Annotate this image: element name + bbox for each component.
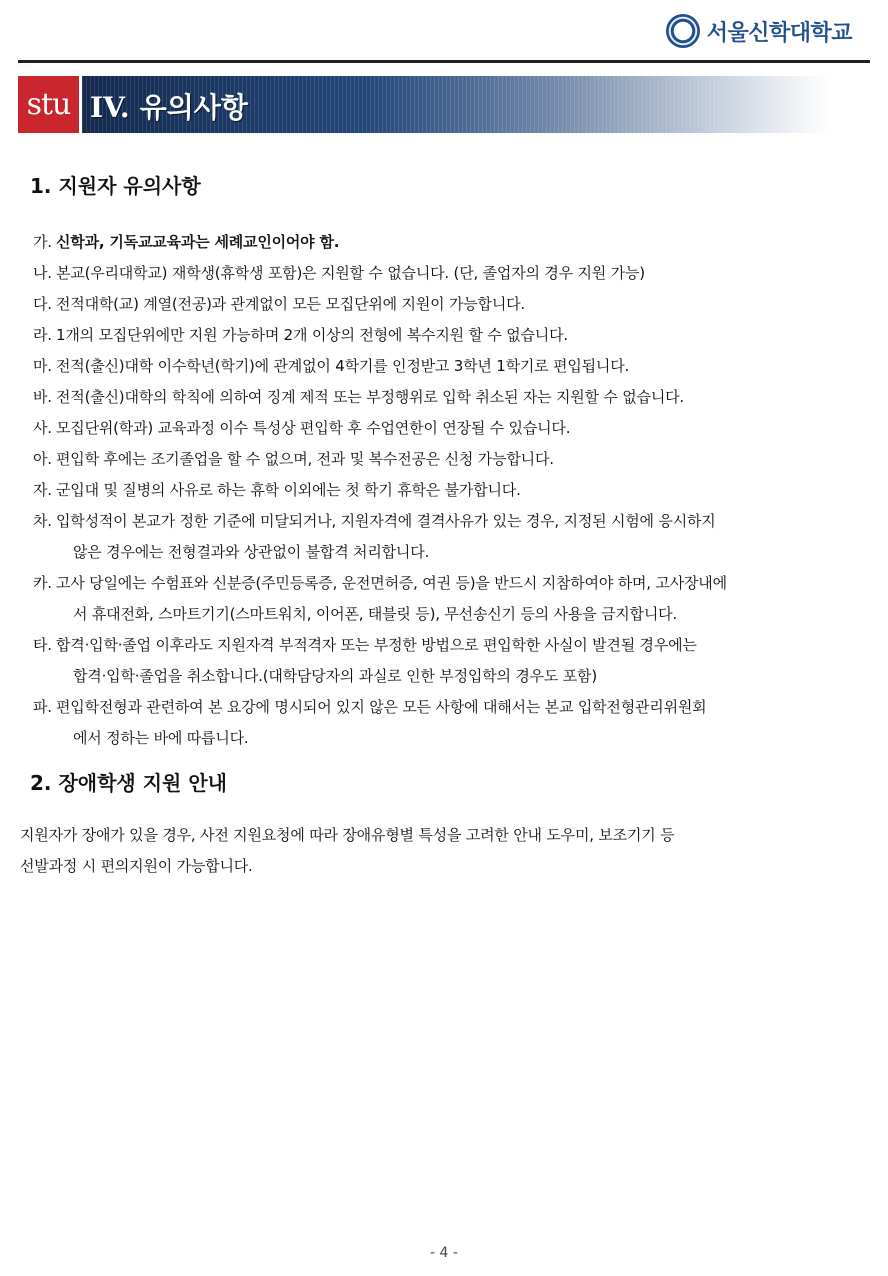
page-number: - 4 - [430, 1245, 458, 1261]
list-item-text: 1개의 모집단위에만 지원 가능하며 2개 이상의 전형에 복수지원 할 수 없습니다. [56, 326, 568, 344]
section2-heading: 2. 장애학생 지원 안내 [30, 771, 227, 795]
list-item-text: 않은 경우에는 전형결과와 상관없이 불합격 처리합니다. [73, 543, 430, 561]
list-item-text: 편입학 후에는 조기졸업을 할 수 없으며, 전과 및 복수전공은 신청 가능합니다. [56, 450, 554, 468]
section1-heading: 1. 지원자 유의사항 [30, 174, 201, 198]
list-item [33, 568, 873, 599]
notice-list [33, 227, 873, 754]
banner-title [90, 86, 248, 126]
list-item-continuation [33, 723, 873, 754]
university-logo [666, 14, 852, 48]
list-item-text: 편입학전형과 관련하여 본 요강에 명시되어 있지 않은 모든 사항에 대해서는 본교 입학전형관리위원회 [56, 698, 707, 716]
list-item-marker: 차. [33, 512, 52, 530]
banner-title-bar [82, 76, 830, 133]
list-item-marker: 아. [33, 450, 52, 468]
header-rule [18, 60, 870, 63]
list-item-text: 입학성적이 본교가 정한 기준에 미달되거나, 지원자격에 결격사유가 있는 경우, 지정된 시험에 응시하지 [56, 512, 716, 530]
list-item-marker: 카. [33, 574, 52, 592]
banner-roman-numeral: IV. [90, 91, 130, 124]
list-item-marker: 사. [33, 419, 52, 437]
list-item-text: 서 휴대전화, 스마트기기(스마트워치, 이어폰, 태블릿 등), 무선송신기 등의 사용을 금지합니다. [73, 605, 677, 623]
list-item [33, 289, 873, 320]
paragraph-line-2: 선발과정 시 편의지원이 가능합니다. [20, 857, 253, 875]
list-item-text: 합격·입학·졸업 이후라도 지원자격 부적격자 또는 부정한 방법으로 편입학한 사실이 발견될 경우에는 [56, 636, 697, 654]
list-item [33, 630, 873, 661]
list-item [33, 692, 873, 723]
list-item-marker: 가. [33, 233, 52, 251]
banner-title-text: 유의사항 [139, 91, 248, 124]
stu-logo-text: stu [26, 87, 71, 122]
list-item [33, 227, 873, 258]
list-item-marker: 자. [33, 481, 52, 499]
list-item-text: 전적대학(교) 계열(전공)과 관계없이 모든 모집단위에 지원이 가능합니다. [56, 295, 525, 313]
list-item-marker: 파. [33, 698, 52, 716]
list-item-continuation [33, 537, 873, 568]
list-item [33, 475, 873, 506]
list-item [33, 444, 873, 475]
list-item [33, 382, 873, 413]
list-item-marker: 마. [33, 357, 52, 375]
stu-logo [18, 76, 79, 133]
list-item [33, 351, 873, 382]
list-item-marker: 다. [33, 295, 52, 313]
list-item-text: 고사 당일에는 수험표와 신분증(주민등록증, 운전면허증, 여권 등)을 반드시 지참하여야 하며, 고사장내에 [56, 574, 727, 592]
list-item-text: 전적(출신)대학 이수학년(학기)에 관계없이 4학기를 인정받고 3학년 1학기로 편입됩니다. [56, 357, 630, 375]
list-item [33, 320, 873, 351]
list-item-text: 신학과, 기독교교육과는 세례교인이어야 함. [56, 233, 340, 251]
list-item-text: 합격·입학·졸업을 취소합니다.(대학담당자의 과실로 인한 부정입학의 경우도 포함) [73, 667, 597, 685]
section-banner [18, 76, 830, 133]
list-item-text: 모집단위(학과) 교육과정 이수 특성상 편입학 후 수업연한이 연장될 수 있습니다. [56, 419, 571, 437]
paragraph-line-1: 지원자가 장애가 있을 경우, 사전 지원요청에 따라 장애유형별 특성을 고려한 안내 도우미, 보조기기 등 [20, 826, 675, 844]
disability-support-paragraph [20, 820, 674, 882]
list-item-text: 군입대 및 질병의 사유로 하는 휴학 이외에는 첫 학기 휴학은 불가합니다. [56, 481, 521, 499]
list-item-marker: 타. [33, 636, 52, 654]
list-item [33, 413, 873, 444]
list-item-marker: 바. [33, 388, 52, 406]
list-item-text: 에서 정하는 바에 따릅니다. [73, 729, 249, 747]
list-item-continuation [33, 661, 873, 692]
list-item [33, 258, 873, 289]
list-item [33, 506, 873, 537]
list-item-marker: 라. [33, 326, 52, 344]
list-item-continuation [33, 599, 873, 630]
university-name: 서울신학대학교 [706, 20, 852, 46]
university-seal-icon [666, 14, 700, 48]
list-item-text: 전적(출신)대학의 학칙에 의하여 징계 제적 또는 부정행위로 입학 취소된 자는 지원할 수 없습니다. [56, 388, 685, 406]
list-item-marker: 나. [33, 264, 52, 282]
list-item-text: 본교(우리대학교) 재학생(휴학생 포함)은 지원할 수 없습니다. (단, 졸업자의 경우 지원 가능) [56, 264, 645, 282]
